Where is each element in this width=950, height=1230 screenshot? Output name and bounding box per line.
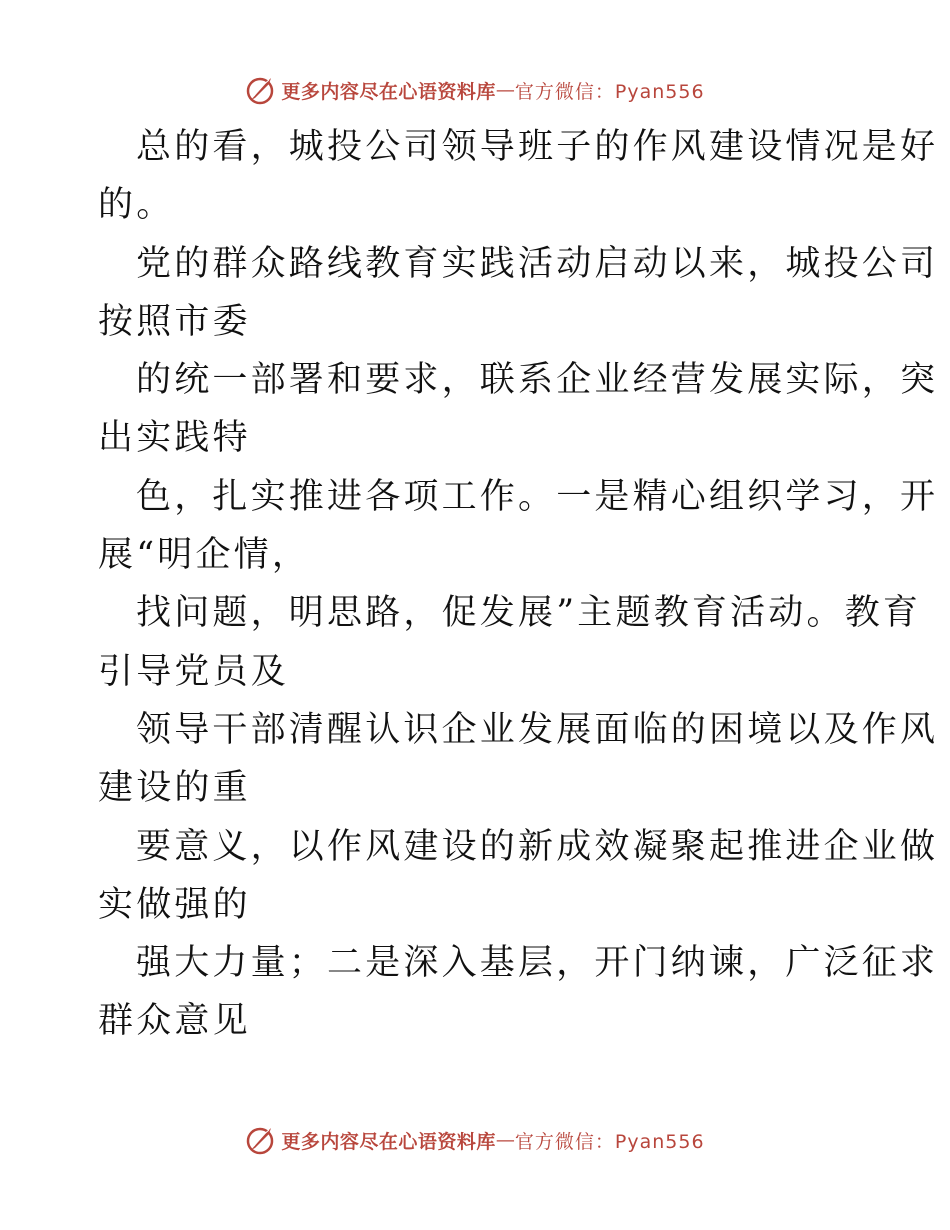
footer-wechat-text: 官方微信：Pyan556 [514,1130,705,1153]
text-line: 群众意见 [98,1001,251,1042]
header-separator: — [495,79,515,101]
text-line: 建设的重 [98,768,251,809]
text-line: 总的看，城投公司领导班子的作风建设情况是好 [136,127,939,167]
text-line: 出实践特 [98,418,251,459]
text-line: 找问题，明思路，促发展”主题教育活动。教育 [136,593,922,634]
footer-separator: — [495,1129,515,1151]
text-line: 党的群众路线教育实践活动启动以来，城投公司 [136,243,939,284]
document-body [98,118,939,1051]
text-line: 的统一部署和要求，联系企业经营发展实际，突 [136,360,939,401]
header-promo-text: 更多内容尽在心语资料库 [281,80,496,103]
text-line: 引导党员及 [98,651,290,692]
text-line: 实做强的 [98,884,251,925]
text-line: 展“明企情， [98,535,311,576]
quill-pen-logo-icon [245,1124,277,1156]
text-line: 要意义，以作风建设的新成效凝聚起推进企业做 [136,826,939,867]
text-line: 领导干部清醒认识企业发展面临的困境以及作风 [136,709,939,750]
header-wechat-text: 官方微信：Pyan556 [514,80,705,103]
footer-promo-text: 更多内容尽在心语资料库 [281,1130,496,1153]
footer-banner [0,1120,950,1160]
text-line: 按照市委 [98,301,251,342]
header-banner [0,70,950,110]
text-line: 色，扎实推进各项工作。一是精心组织学习，开 [136,476,939,517]
text-line: 强大力量；二是深入基层，开门纳谏，广泛征求 [136,943,939,984]
text-line: 的。 [98,185,175,226]
quill-pen-logo-icon [245,74,277,106]
